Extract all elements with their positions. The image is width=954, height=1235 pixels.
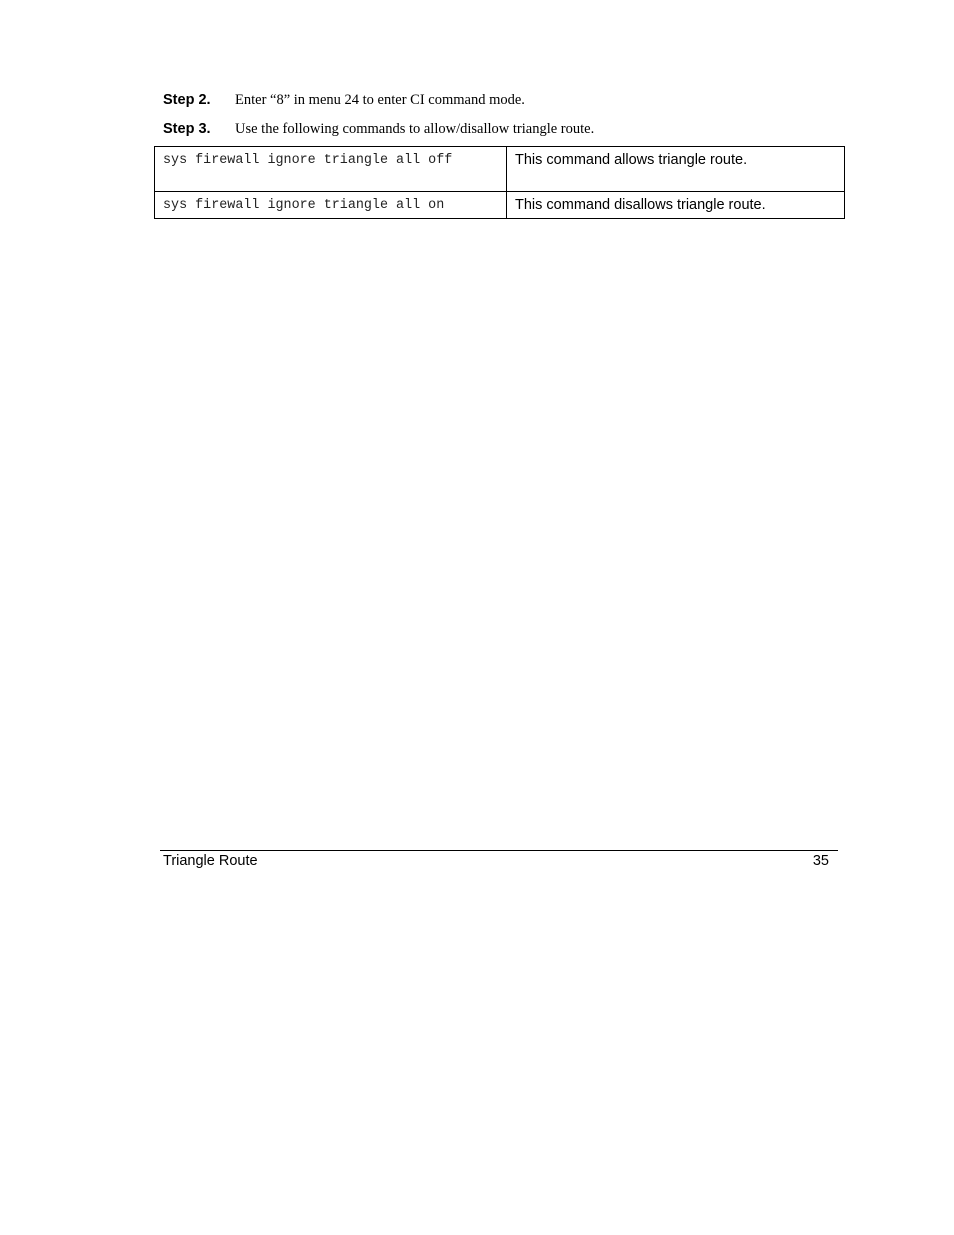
step-3 <box>163 121 853 141</box>
step-2 <box>163 92 853 112</box>
step-text: Use the following commands to allow/disallow triangle route. <box>235 121 595 137</box>
step-label: Step 3. <box>163 121 211 137</box>
table-row <box>155 192 845 219</box>
description-cell: This command allows triangle route. <box>507 147 845 192</box>
step-label: Step 2. <box>163 92 211 108</box>
footer-divider <box>160 850 838 851</box>
table-row <box>155 147 845 192</box>
step-text: Enter “8” in menu 24 to enter CI command mode. <box>235 92 525 108</box>
command-cell: sys firewall ignore triangle all off <box>155 147 507 192</box>
footer-section-title: Triangle Route <box>163 853 258 869</box>
footer-page-number: 35 <box>812 853 829 869</box>
command-cell: sys firewall ignore triangle all on <box>155 192 507 219</box>
description-cell: This command disallows triangle route. <box>507 192 845 219</box>
commands-table <box>154 146 845 219</box>
